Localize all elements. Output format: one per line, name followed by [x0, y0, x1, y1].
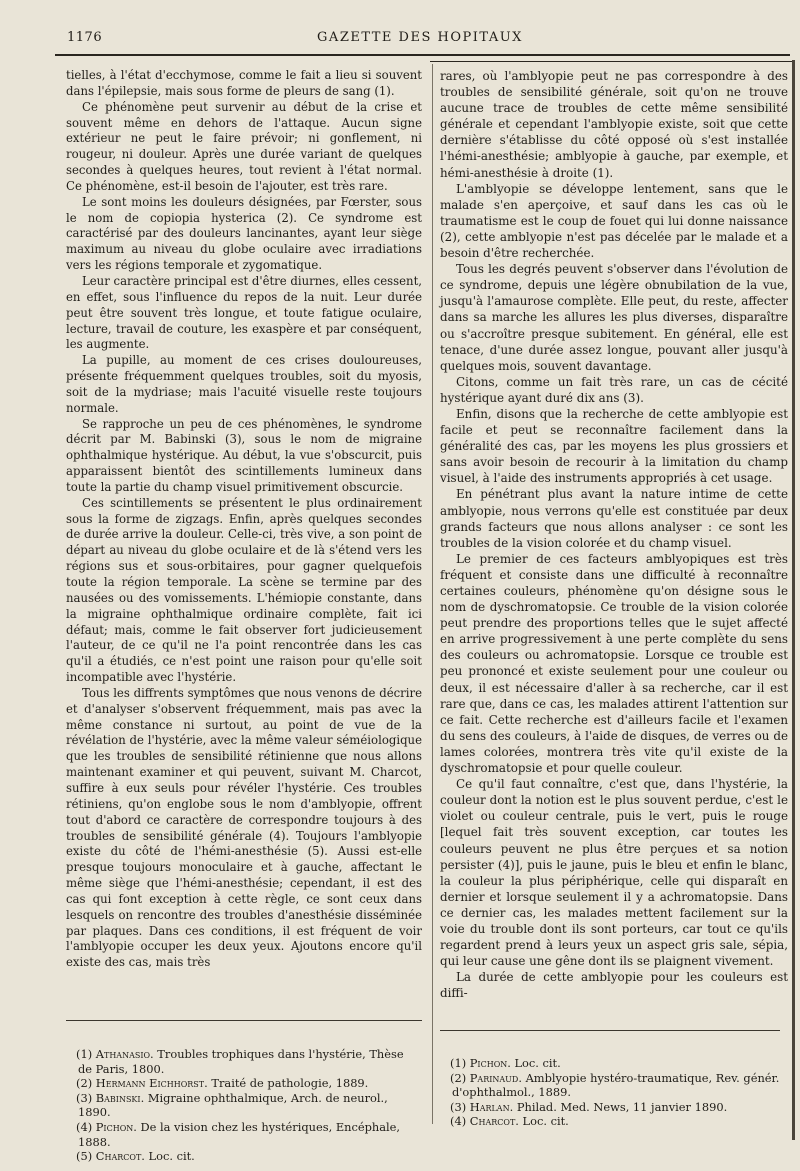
footnote: [452, 1056, 787, 1071]
footnote-author: Charcot.: [469, 1114, 519, 1129]
footnote-reference: De la vision chez les hystériques, Encéphale, 1888.: [78, 1119, 401, 1149]
header-rule: [55, 54, 790, 56]
footnote-author: Babinski.: [95, 1090, 145, 1105]
footnote-reference: Troubles trophiques dans l'hystérie, Thèse de Paris, 1800.: [78, 1047, 404, 1076]
paragraph: La durée de cette amblyopie pour les couleurs est diffi-: [440, 970, 788, 1001]
footnote: [78, 1076, 418, 1091]
footnote-author: Athanasio.: [95, 1047, 154, 1061]
paragraph: Citons, comme un fait très rare, un cas de cécité hystérique ayant duré dix ans (3).: [440, 374, 788, 405]
footnote: [78, 1149, 418, 1164]
left-column: [66, 68, 422, 971]
footnote-number: (2): [450, 1070, 470, 1085]
footnote: [78, 1091, 418, 1120]
footnote-author: Pichon.: [95, 1119, 137, 1134]
paragraph: Le sont moins les douleurs désignées, par Fœrster, sous le nom de copiopia hysterica (2). Ce syndrome est caractérisé par des douleurs lancinantes, ayant leur siège maximum au niveau du globe oculaire avec irradiations vers les régions temporale et zygomatique.: [66, 194, 422, 273]
paragraph: Ce phénomène peut survenir au début de la crise et souvent même en dehors de l'attaque. Aucun signe extérieur ne peut le faire prévoir; ni gonflement, ni rougeur, ni douleur. Après une durée variant de quelques secondes à quelques heures, tout revient à l'état normal. Ce phénomène, est-il besoin de l'ajouter, est très rare.: [66, 99, 422, 193]
footnote-number: (4): [76, 1119, 96, 1134]
footnote-number: (3): [450, 1099, 470, 1114]
paragraph: En pénétrant plus avant la nature intime de cette amblyopie, nous verrons qu'elle est constituée par deux grands facteurs que nous allons analyser : ce sont les troubles de la vision colorée et du champ visuel.: [440, 487, 788, 550]
paragraph: Enfin, disons que la recherche de cette amblyopie est facile et peut se reconnaître facilement dans la généralité des cas, par les moyens les plus grossiers et sans avoir besoin de recourir à la limitation du champ visuel, à l'aide des instruments appropriés à cet usage.: [440, 406, 788, 486]
footnote-reference: Loc. cit.: [144, 1149, 195, 1164]
footnote: [452, 1100, 787, 1115]
footnote-author: Charcot.: [95, 1149, 145, 1164]
footnote: [78, 1047, 418, 1076]
journal-title: GAZETTE DES HOPITAUX: [317, 30, 523, 45]
column-divider: [432, 64, 433, 1124]
footnote-number: (5): [76, 1149, 96, 1164]
paragraph: Tous les diffrents symptômes que nous venons de décrire et d'analyser s'observent fréquemment, mais pas avec la même constance ni surtout, au point de vue de la révélation de l'hystérie, avec la même valeur séméiologique que les troubles de sensibilité rétinienne que nous allons maintenant examiner et qui peuvent, suivant M. Charcot, suffire à eux seuls pour révéler l'hystérie. Ces troubles rétiniens, qu'on englobe sous le nom d'amblyopie, offrent tout d'abord ce caractère de correspondre toujours à des troubles de sensibilité générale (4). Toujours l'amblyopie existe du côté de l'hémi-anesthésie (5). Aussi est-elle presque toujours monoculaire et à gauche, affectant le même siège que l'hémi-anesthésie; cependant, il est des cas qui font exception à cette règle, ce sont ceux dans lesquels on rencontre des troubles d'anesthésie disséminée par plaques. Dans ces conditions, il est fréquent de voir l'amblyopie occuper les deux yeux. Ajoutons encore qu'il existe des cas, mais très: [66, 685, 422, 970]
footnote-number: (3): [76, 1090, 96, 1105]
header-rule-secondary: [430, 61, 792, 62]
footnote-author: Hermann Eichhorst.: [95, 1076, 208, 1091]
footnote-reference: Amblyopie hystéro-traumatique, Rev. génér. d'ophthalmol., 1889.: [452, 1070, 780, 1100]
paragraph: La pupille, au moment de ces crises douloureuses, présente fréquemment quelques troubles, soit du myosis, soit de la mydriase; mais l'acuité visuelle reste toujours normale.: [66, 353, 422, 415]
paragraph: rares, où l'amblyopie peut ne pas correspondre à des troubles de sensibilité générale, soit qu'on ne trouve aucune trace de troubles de cette même sensibilité générale et cependant l'amblyopie existe, soit que cette dernière s'établisse du côté opposé où s'est installée l'hémi-anesthésie; amblyopie à gauche, par exemple, et hémi-anesthésie à droite (1).: [440, 69, 788, 180]
page-header: [55, 28, 785, 50]
left-footnotes: [78, 1047, 418, 1164]
page-edge-shadow: [792, 60, 795, 1140]
paragraph: Tous les degrés peuvent s'observer dans l'évolution de ce syndrome, depuis une légère obnubilation de la vue, jusqu'à l'amaurose complète. Elle peut, du reste, affecter dans sa marche les allures les plus diverses, disparaître ou s'accroître presque subitement. En général, elle est tenace, d'une durée assez longue, pouvant aller jusqu'à quelques mois, souvent davantage.: [440, 262, 788, 373]
footnote-reference: Loc. cit.: [510, 1056, 561, 1070]
paragraph: L'amblyopie se développe lentement, sans que le malade s'en aperçoive, et sauf dans les cas où le traumatisme est le coup de fouet qui lui donne naissance (2), cette amblyopie n'est pas décelée par le malade et a besoin d'être recherchée.: [440, 181, 788, 261]
right-footnotes: [452, 1056, 787, 1129]
footnote-number: (4): [450, 1114, 470, 1129]
footnote-reference: Philad. Med. News, 11 janvier 1890.: [513, 1099, 728, 1114]
right-footnote-rule: [440, 1030, 780, 1031]
footnote-number: (1): [450, 1056, 470, 1070]
footnote-reference: Migraine ophthalmique, Arch. de neurol., 1890.: [78, 1090, 388, 1120]
page-number: 1176: [67, 30, 103, 45]
paragraph: Ce qu'il faut connaître, c'est que, dans l'hystérie, la couleur dont la notion est le plus souvent perdue, c'est le violet ou couleur centrale, puis le vert, puis le rouge [lequel fait très souvent exception, car toutes les couleurs peuvent ne plus être perçues et sa notion persister (4)], puis le jaune, puis le bleu et enfin le blanc, la couleur la plus périphérique, celle qui disparaît en dernier et lorsque seulement il y a achromatopsie. Dans ce dernier cas, les malades mettent facilement sur la voie du trouble dont ils sont porteurs, car tout ce qu'ils regardent prend à leurs yeux un aspect gris sale, sépia, qui leur cause une gêne dont ils se plaignent vivement.: [440, 777, 788, 969]
right-column: [440, 68, 788, 1001]
paragraph: Le premier de ces facteurs amblyopiques est très fréquent et consiste dans une difficulté à reconnaître certaines couleurs, phénomène qu'on désigne sous le nom de dyschromatopsie. Ce trouble de la vision colorée peut prendre des proportions telles que le sujet affecté en arrive progressivement à une perte complète du sens des couleurs ou achromatopsie. Lorsque ce trouble est peu prononcé et existe seulement pour une couleur ou deux, il est nécessaire d'aller à sa recherche, car il est rare que, dans ce cas, les malades attirent l'attention sur ce fait. Cette recherche est d'ailleurs facile et l'examen du sens des couleurs, à l'aide de disques, de verres ou de lames colorées, montrera très vite qu'il existe de la dyschromatopsie et pour quelle couleur.: [440, 551, 788, 776]
footnote-number: (2): [76, 1076, 96, 1091]
footnote: [452, 1071, 787, 1100]
footnote-author: Harlan.: [469, 1099, 514, 1114]
footnote-author: Pichon.: [469, 1056, 511, 1070]
footnote-reference: Loc. cit.: [518, 1114, 569, 1129]
left-footnote-rule: [66, 1020, 422, 1021]
paragraph: Ces scintillements se présentent le plus ordinairement sous la forme de zigzags. Enfin, après quelques secondes de durée arrive la douleur. Celle-ci, très vive, a son point de départ au niveau du globe oculaire et de là s'étend vers les régions sus et sous-orbitaires, pour gagner quelquefois toute la région temporale. La scène se termine par des nausées ou des vomissements. L'hémiopie constante, dans la migraine ophthalmique ordinaire complète, fait ici défaut; mais, comme le fait observer fort judicieusement l'auteur, de ce qu'il ne l'a point rencontrée dans les cas qu'il a étudiés, ce n'est point une raison pour qu'elle soit incompatible avec l'hystérie.: [66, 495, 422, 685]
footnote-reference: Traité de pathologie, 1889.: [207, 1076, 369, 1091]
footnote: [452, 1114, 787, 1129]
footnote-author: Parinaud.: [469, 1070, 522, 1085]
paragraph: Se rapproche un peu de ces phénomènes, le syndrome décrit par M. Babinski (3), sous le nom de migraine ophthalmique hystérique. Au début, la vue s'obscurcit, puis apparaissent bientôt des scintillements lumineux dans toute la partie du champ visuel primitivement obscurcie.: [66, 416, 422, 494]
paragraph: Leur caractère principal est d'être diurnes, elles cessent, en effet, sous l'influence du repos de la nuit. Leur durée peut être souvent très longue, et toute fatigue oculaire, lecture, travail de couture, les exaspère et par conséquent, les augmente.: [66, 273, 422, 352]
footnote-number: (1): [76, 1047, 96, 1061]
footnote: [78, 1120, 418, 1149]
paragraph: tielles, à l'état d'ecchymose, comme le fait a lieu si souvent dans l'épilepsie, mais sous forme de pleurs de sang (1).: [66, 68, 422, 98]
